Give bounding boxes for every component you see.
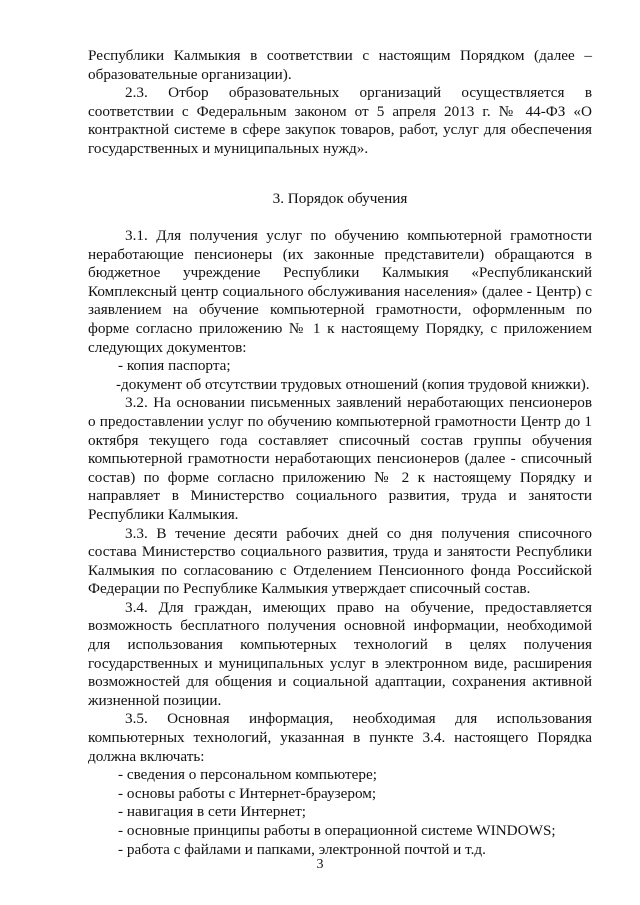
paragraph-3-4: 3.4. Для граждан, имеющих право на обучение, предоставляется возможность бесплатного получения основной информации, необходимой для использования компьютерных технологий в целях получения государственных и муниципальных услуг в электронном виде, расширения возможностей для общения и социальной адаптации, сохранения активной жизненной позиции. xyxy=(88,598,592,709)
section-body xyxy=(88,227,592,859)
intro-block xyxy=(88,47,592,159)
topic-item: - навигация в сети Интернет; xyxy=(118,803,307,821)
topic-item: - работа с файлами и папками, электронной почтой и т.д. xyxy=(118,840,486,858)
section-heading: 3. Порядок обучения xyxy=(272,190,408,207)
topic-item: - основные принципы работы в операционной системе WINDOWS; xyxy=(118,822,556,839)
paragraph-3-3: 3.3. В течение десяти рабочих дней со дня получения списочного состава Министерство социального развития, труда и занятости Республики Калмыкия по согласованию с Отделением Пенсионного фонда Российской Федерации по Республике Калмыкия утверждает списочный состав. xyxy=(88,524,592,598)
doc-item-passport: - копия паспорта; xyxy=(118,357,231,375)
paragraph-3-5: 3.5. Основная информация, необходимая для использования компьютерных технологий, указанная в пункте 3.4. настоящего Порядка должна включать: xyxy=(88,710,592,765)
paragraph-3-1: 3.1. Для получения услуг по обучению компьютерной грамотности неработающие пенсионеры (их законные представители) обращаются в бюджетное учреждение Республики Калмыкия «Республиканский Комплексный центр социального обслуживания населения» (далее - Центр) с заявлением на обучение компьютерной грамотности, оформленным по форме согласно приложению № 1 к настоящему Порядку, с приложением следующих документов: xyxy=(88,227,592,356)
paragraph-2-3: 2.3. Отбор образовательных организаций осуществляется в соответствии с Федеральным законом от 5 апреля 2013 г. № 44-ФЗ «О контрактной системе в сфере закупок товаров, работ, услуг для обеспечения государственных и муниципальных нужд». xyxy=(88,84,592,157)
paragraph-3-2: 3.2. На основании письменных заявлений неработающих пенсионеров о предоставлении услуг по обучению компьютерной грамотности Центр до 1 октября текущего года составляет списочный состав группы обучения компьютерной грамотности неработающих пенсионеров (далее - списочный состав) по форме согласно приложению № 2 к настоящему Порядку и направляет в Министерство социального развития, труда и занятости Республики Калмыкия. xyxy=(88,394,592,523)
page-number: 3 xyxy=(316,857,324,872)
topic-item: - сведения о персональном компьютере; xyxy=(118,766,377,784)
paragraph-2-2-continuation: Республики Калмыкия в соответствии с настоящим Порядком (далее – образовательные организации). xyxy=(88,47,592,83)
doc-item-employment: -документ об отсутствии трудовых отношений (копия трудовой книжки). xyxy=(116,375,590,393)
topic-item: - основы работы с Интернет-браузером; xyxy=(118,784,377,802)
